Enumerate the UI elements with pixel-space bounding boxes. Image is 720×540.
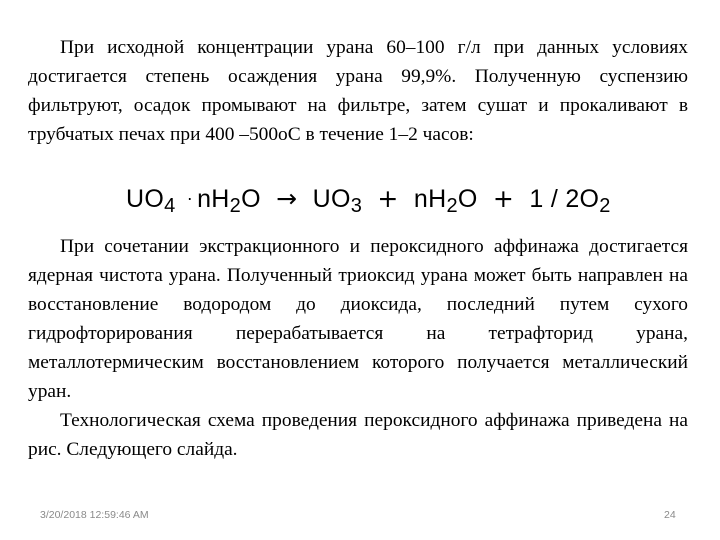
formula-sub-2-right: 2 (446, 195, 458, 217)
formula-sub-2-left: 2 (229, 195, 242, 217)
formula-sub-2-o2: 2 (599, 195, 611, 217)
formula-nh2o-left: nH (197, 185, 230, 213)
formula-uo3: UO (312, 185, 351, 213)
formula-sub-4: 4 (164, 195, 176, 217)
chemical-equation (126, 184, 611, 217)
formula-plus-2: + (492, 184, 515, 213)
formula-sub-3: 3 (350, 195, 363, 217)
formula-plus-1: + (377, 184, 399, 213)
paragraph-precipitation: При исходной концентрации урана 60–100 г/л при данных условиях достигается степень осаждения урана 99,9%. Полученную суспензию фильтруют, осадок промывают на фильтре, затем сушат и прокаливают в трубчатых печах при 400 –500оС в течение 1–2 часов: (28, 37, 688, 145)
paragraph-scheme-reference: Технологическая схема проведения пероксидного аффинажа приведена на рис. Следующего слайда. (28, 410, 688, 460)
slide-number: 24 (664, 509, 676, 521)
formula-arrow: → (276, 184, 298, 213)
formula-o-left: O (241, 185, 261, 213)
footer-date: 3/20/2018 12:59:46 AM (40, 509, 149, 521)
formula-nh2o-right: nH (413, 185, 447, 213)
formula-o-right: O (457, 185, 478, 213)
formula-uo4: UO (126, 185, 165, 213)
paragraph-refining: При сочетании экстракционного и пероксидного аффинажа достигается ядерная чистота урана. Полученный триоксид урана может быть направлен на восстановление водородом до диоксида, последний путем сухого гидрофторирования перерабатывается на тетрафторид урана, металлотермическим восстановлением которого получается металлический уран. (28, 236, 688, 402)
formula-half-o2: 1 / 2O (529, 185, 600, 213)
formula-dot: · (186, 188, 194, 208)
